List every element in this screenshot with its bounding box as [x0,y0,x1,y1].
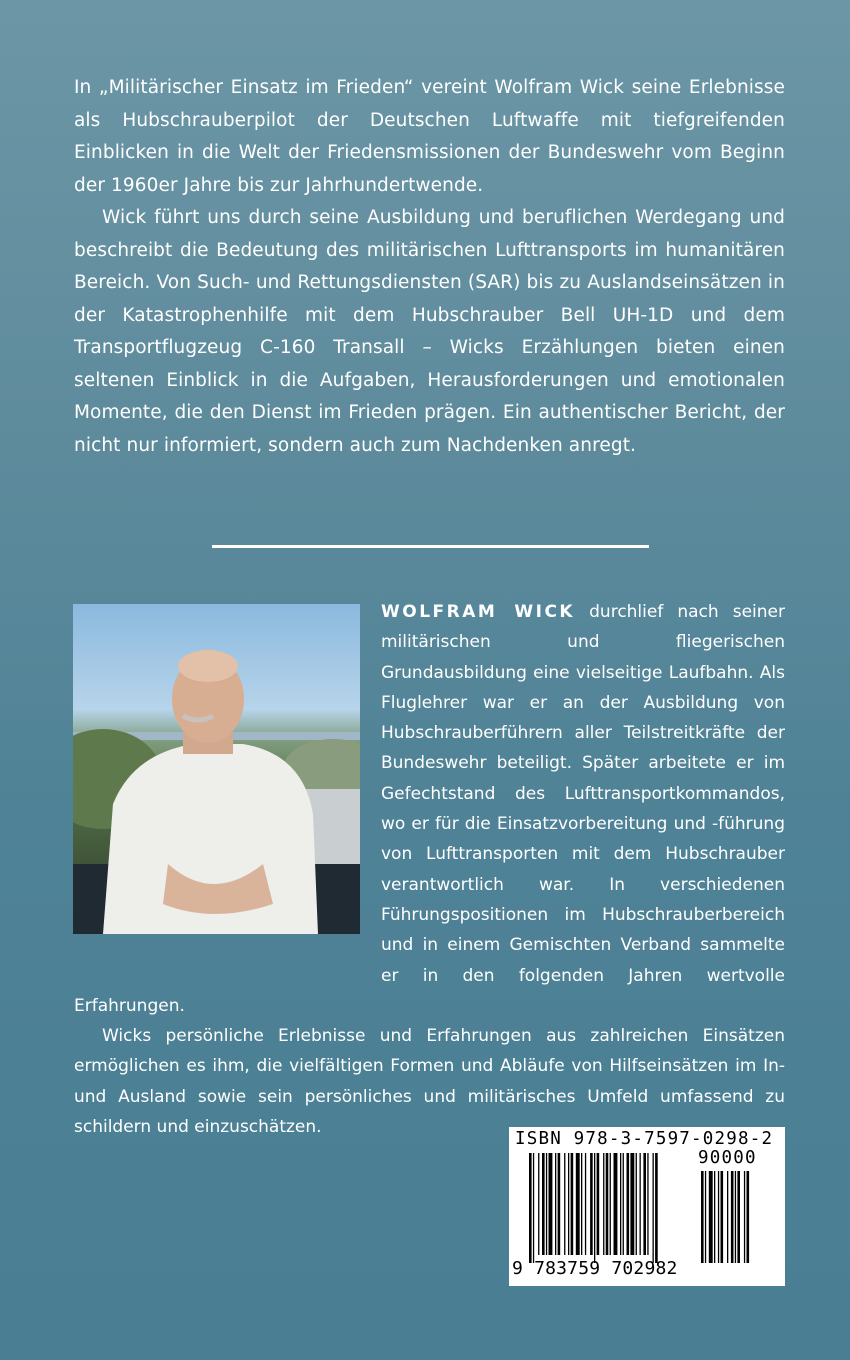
photo-spacer [74,597,381,965]
addon-bar [731,1171,734,1263]
barcode-bar [643,1153,646,1255]
barcode-bar [620,1153,621,1255]
bio-paragraph-1-text: durchlief nach seiner militärischen und fliegerischen Grundausbildung eine vielseitige Laufbahn. Als Fluglehrer war er an der Ausbildung von Hubschrauberführern aller Teilstreitkräfte der Bundeswehr beteiligt. Später arbeitete er im Gefechtstand des Lufttransportkommandos, wo er für die Einsatzvorbereitung und -führung von Lufttransporten mit dem Hubschrauber verantwortlich war. In verschiedenen Führungspositionen im Hubschrauberbereich und in einem Gemischten Verband sammelte er in den folgenden Jahren wertvolle Erfahrungen. [74,602,785,1016]
addon-bar [727,1171,728,1263]
back-cover-blurb [74,72,785,462]
barcode-bar [542,1153,545,1255]
barcode-bar [533,1153,534,1263]
barcode-bar [590,1153,593,1255]
barcode-bar [655,1153,658,1263]
addon-bar [737,1171,740,1263]
barcode-bar [555,1153,556,1255]
barcode-bar [581,1153,582,1255]
barcode-bar [594,1153,595,1263]
bio-paragraph-2: Wicks persönliche Erlebnisse und Erfahrungen aus zahlreichen Einsätzen ermöglichen es ihm, die vielfältigen Formen und Abläufe von Hilfseinsätzen im In- und Ausland sowie sein persönliches und militärisches Umfeld umfassend zu schildern und einzuschätzen. [74,1026,785,1138]
barcode-bar [549,1153,553,1255]
barcode-bar [606,1153,609,1255]
barcode-bar [627,1153,630,1255]
barcode-bar [614,1153,618,1255]
barcode-bar [603,1153,604,1255]
addon-bar [718,1171,719,1263]
addon-bar [721,1171,724,1263]
barcode-bar [571,1153,574,1255]
addon-digits: 90000 [698,1148,757,1168]
addon-bar [735,1171,736,1263]
addon-bar [714,1171,715,1263]
barcode-bar [597,1153,600,1255]
barcode-bar [538,1153,539,1255]
addon-bar [744,1171,745,1263]
ean-digits: 9 783759 702982 [512,1258,678,1279]
barcode-bar [558,1153,561,1255]
barcode-bar [546,1153,547,1255]
addon-bar [709,1171,713,1263]
barcode-bar [564,1153,565,1255]
section-divider [212,545,649,548]
barcode-bar [568,1153,569,1255]
barcode-bar [576,1153,580,1255]
barcode-bar [640,1153,641,1255]
blurb-paragraph-1: In „Militärischer Einsatz im Frieden“ vereint Wolfram Wick seine Erlebnisse als Hubschrauberpilot der Deutschen Luftwaffe mit tiefgreifenden Einblicken in die Welt der Friedensmissionen der Bundeswehr vom Beginn der 1960er Jahre bis zur Jahrhundertwende. [74,77,785,196]
barcode-bar [647,1153,648,1255]
barcode-bar [623,1153,624,1255]
isbn-label: ISBN 978-3-7597-0298-2 [515,1129,774,1149]
barcode-bar [610,1153,611,1255]
barcode-bar [636,1153,637,1255]
addon-bar [747,1171,750,1263]
barcode-bar [529,1153,532,1263]
barcode-bar [630,1153,634,1255]
addon-bar [701,1171,704,1263]
author-name: WOLFRAM WICK [381,602,576,622]
author-bio [74,597,785,1142]
addon-bar [705,1171,706,1263]
barcode-bar [585,1153,586,1255]
isbn-barcode [509,1127,785,1286]
barcode-bar [653,1153,654,1263]
blurb-paragraph-2: Wick führt uns durch seine Ausbildung und beruflichen Werdegang und beschreibt die Bedeutung des militärischen Lufttransports im humanitären Bereich. Von Such- und Rettungsdiensten (SAR) bis zu Auslandseinsätzen in der Katastrophenhilfe mit dem Hubschrauber Bell UH-1D und dem Transportflugzeug C-160 Transall – Wicks Erzählungen bieten einen seltenen Einblick in die Aufgaben, Herausforderungen und emotionalen Momente, die den Dienst im Frieden prägen. Ein authentischer Bericht, der nicht nur informiert, sondern auch zum Nachdenken anregt. [74,207,785,456]
